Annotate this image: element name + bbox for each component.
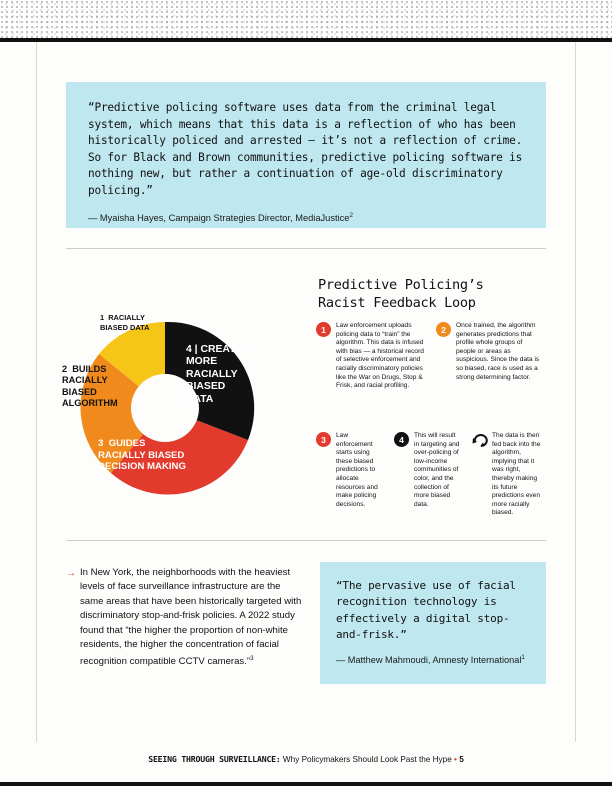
section-divider-top <box>66 248 546 249</box>
footer-page-number: 5 <box>459 755 464 764</box>
step-3-number: 3 <box>316 432 331 447</box>
pull-quote-top-attribution-text: — Myaisha Hayes, Campaign Strategies Director, MediaJustice <box>88 212 350 223</box>
bottom-rule <box>0 782 612 786</box>
pull-quote-bottom-attribution-text: — Matthew Mahmoudi, Amnesty International <box>336 654 522 665</box>
footer-subtitle: Why Policymakers Should Look Past the Hype <box>282 755 452 764</box>
pull-quote-top-footnote: 2 <box>349 211 353 219</box>
step-2-text: Once trained, the algorithm generates predictions that profile whole groups of people or areas as suspicious. Since the data is so biased, race is used as a strong determining factor. <box>456 322 540 381</box>
step-2-number: 2 <box>436 322 451 337</box>
step-4-number: 4 <box>394 432 409 447</box>
segment-label-guides-racially-biased-decision-making: 3 GUIDES RACIALLY BIASED DECISION MAKING <box>98 438 186 473</box>
diagram-title <box>318 276 568 312</box>
footer-title: SEEING THROUGH SURVEILLANCE: <box>148 754 281 764</box>
top-rule <box>0 38 612 42</box>
segment-label-racially-biased-data: 1 RACIALLY BIASED DATA <box>100 313 150 333</box>
diagram-step-2 <box>436 322 540 382</box>
pull-quote-bottom <box>320 562 546 684</box>
diagram-step-4 <box>394 432 460 509</box>
diagram-step-1 <box>316 322 424 391</box>
step-loop-text: The data is then fed back into the algorithm, implying that it was right, thereby making its future predictions even more racially biased. <box>492 432 541 517</box>
step-4-text: This will result in targeting and over-policing of low-income communities of color, and the collection of more biased data. <box>414 432 460 508</box>
step-1-text: Law enforcement uploads policing data to “train” the algorithm. This data is infused with bias — a historical record of selective enforcement and racially discriminatory policies like the War on Drugs, Stop & Frisk, and racial profiling. <box>336 322 424 390</box>
body-paragraph-footnote: 3 <box>250 655 254 663</box>
segment-label-creates-more-racially-biased-data: 4 | CREATES MORE RACIALLY BIASED DATA <box>186 344 250 405</box>
right-margin-rule <box>575 42 576 742</box>
left-margin-rule <box>36 42 37 742</box>
diagram-step-3 <box>316 432 382 509</box>
diagram-step-loop <box>472 432 544 518</box>
body-bullet-arrow-icon: → <box>66 568 76 579</box>
decorative-noise-band <box>0 0 612 38</box>
page-footer <box>0 754 612 764</box>
body-paragraph-block <box>66 566 302 670</box>
pull-quote-bottom-footnote: 1 <box>521 653 525 661</box>
body-paragraph <box>80 566 302 670</box>
pull-quote-bottom-attribution <box>336 654 530 665</box>
section-divider-bottom <box>66 540 546 541</box>
step-3-text: Law enforcement starts using these biased predictions to allocate resources and make policing decisions. <box>336 432 378 508</box>
pull-quote-top-attribution <box>88 212 524 223</box>
footer-separator: • <box>454 755 457 764</box>
loop-arrow-icon <box>472 431 490 449</box>
step-1-number: 1 <box>316 322 331 337</box>
segment-label-builds-racially-biased-algorithm: 2 BUILDS RACIALLY BIASED ALGORITHM <box>62 364 118 409</box>
pull-quote-top-text: “Predictive policing software uses data from the criminal legal system, which means that this data is a reflection of who has been historically policed and arrested — it’s not a reflection of crime. So for Black and Brown communities, predictive policing software is nothing new, but rather a continuation of age-old discriminatory policing.” <box>88 101 523 197</box>
pull-quote-top <box>66 82 546 228</box>
pull-quote-bottom-text: “The pervasive use of facial recognition technology is effectively a digital stop-and-frisk.” <box>336 579 516 642</box>
diagram-title-line2: Racist Feedback Loop <box>318 295 476 311</box>
body-paragraph-text: In New York, the neighborhoods with the heaviest levels of face surveillance infrastructure are the same areas that have been historically targeted with discriminatory stop-and-frisk policies. A 2022 study found that “the higher the proportion of non-white residents, the higher the concentration of facial recognition compatible CCTV cameras.” <box>80 567 302 668</box>
diagram-title-line1: Predictive Policing’s <box>318 277 484 293</box>
